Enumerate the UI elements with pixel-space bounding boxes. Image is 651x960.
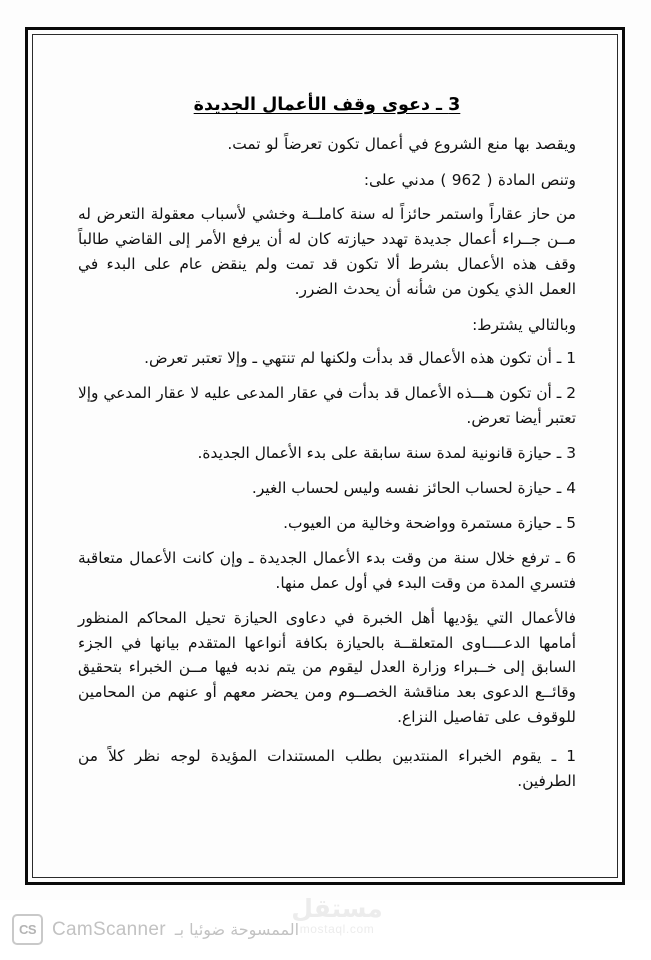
list-item: 1 ـ أن تكون هذه الأعمال قد بدأت ولكنها لم تنتهي ـ وإلا تعتبر تعرض. (144, 348, 576, 367)
paragraph-experts: فالأعمال التي يؤديها أهل الخبرة في دعاوى الحيازة تحيل المحاكم المنظور أمامها الدعــــاوى المتعلقــة بالحيازة بكافة أنواعها المتقدم بيانها في الجزء السابق إلى خــبراء وزارة العدل ليقوم من يتم ندبه فيها مــن الخبراء بتحقيق وقائــع الدعوى بعد مناقشة الخصــوم ومن يحضر معهم أو عنهم من المحامين للوقوف على تفاصيل النزاع. (78, 608, 576, 727)
camscanner-scanned-label: الممسوحة ضوئيا بـ (174, 920, 300, 939)
paragraph-article-text: من حاز عقاراً واستمر حائزاً له سنة كاملــة وخشي لأسباب معقولة التعرض له مــن جــراء أعمال جديدة تهدد حيازته كان له أن يرفع الأمر إلى القاضي طالباً وقف هذه الأعمال بشرط ألا تكون قد تمت ولم ينقض عام على البدء في العمل الذي يكون من شأنه أن يحدث الضرر. (78, 205, 576, 299)
paragraph-final-item: 1 ـ يقوم الخبراء المنتدبين بطلب المستندات المؤيدة لوجه نظر كلاً من الطرفين. (78, 747, 576, 791)
document-body (78, 92, 576, 805)
paragraph-conditions-lead: وبالتالي يشترط: (472, 315, 576, 334)
camscanner-logo-icon: CS (12, 914, 43, 945)
camscanner-app-name: CamScanner (52, 918, 166, 940)
camscanner-footer (12, 914, 299, 945)
list-item: 6 ـ ترفع خلال سنة من وقت بدء الأعمال الجديدة ـ وإن كانت الأعمال متعاقبة فتسري المدة من وقت البدء في أول عمل منها. (78, 548, 576, 592)
footer-band (0, 900, 651, 960)
list-item: 5 ـ حيازة مستمرة وواضحة وخالية من العيوب. (283, 513, 576, 532)
page-title: 3 ـ دعوى وقف الأعمال الجديدة (193, 95, 461, 115)
list-item: 3 ـ حيازة قانونية لمدة سنة سابقة على بدء الأعمال الجديدة. (197, 443, 576, 462)
list-item: 2 ـ أن تكون هـــذه الأعمال قد بدأت في عقار المدعى عليه لا عقار المدعي وإلا تعتبر أيضا تعرض. (78, 383, 576, 427)
paragraph-intro: ويقصد بها منع الشروع في أعمال تكون تعرضاً لو تمت. (227, 135, 576, 154)
watermark-arabic-text: مستقل (291, 894, 383, 923)
paragraph-article-reference: وتنص المادة ( 962 ) مدني على: (363, 171, 576, 190)
list-item: 4 ـ حيازة لحساب الحائز نفسه وليس لحساب الغير. (251, 478, 576, 497)
watermark-domain-text: mostaql.com (299, 922, 375, 936)
